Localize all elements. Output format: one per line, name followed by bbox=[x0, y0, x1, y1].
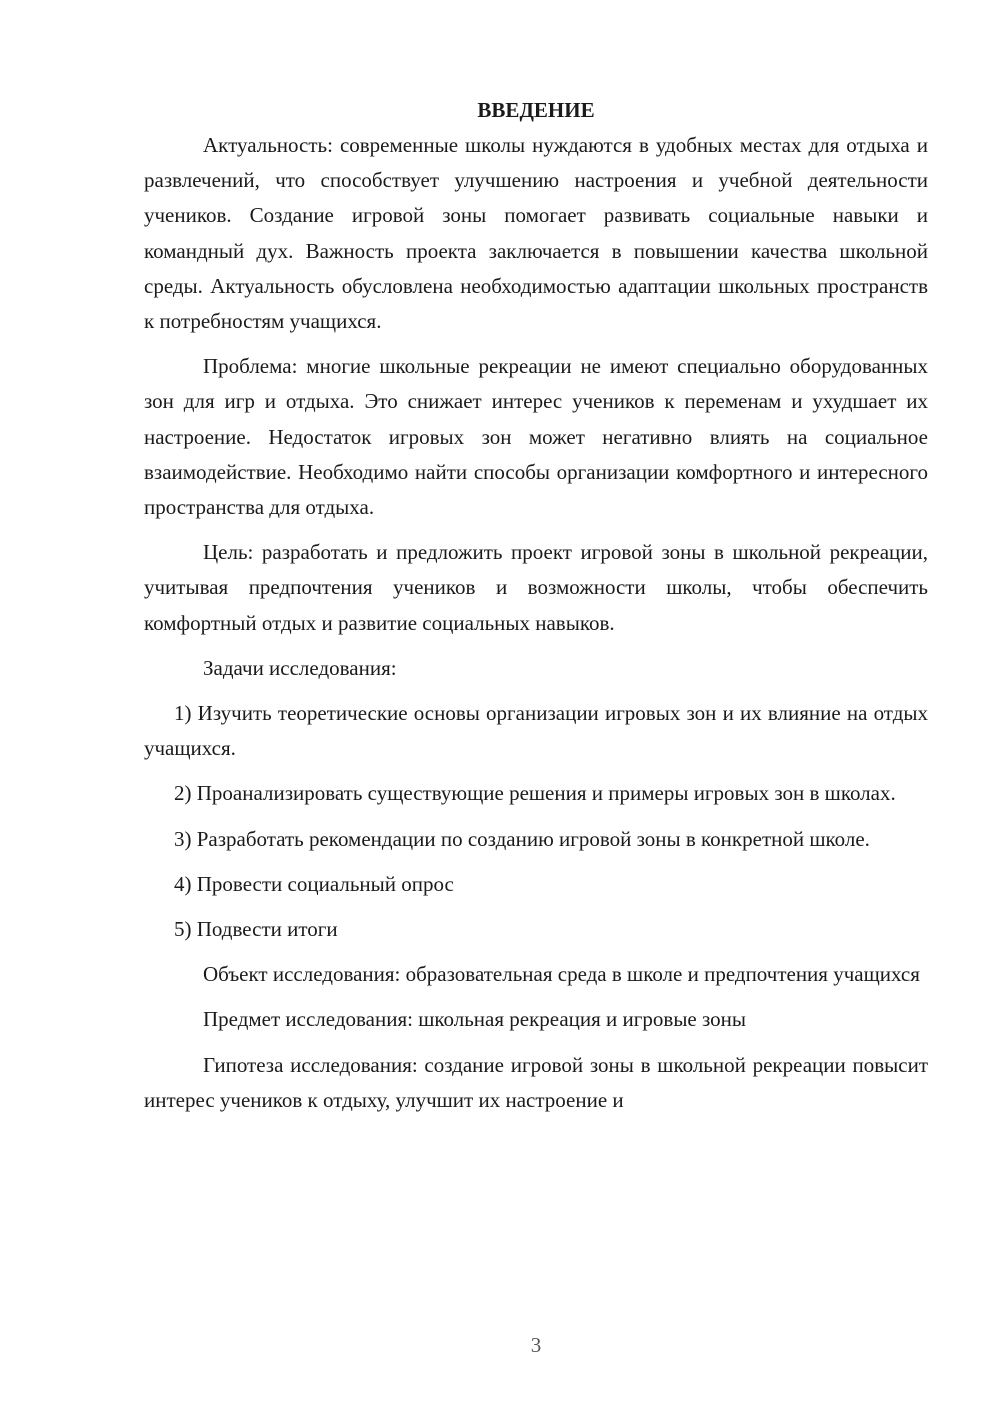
task-item-2: 2) Проанализировать существующие решения и примеры игровых зон в школах. bbox=[174, 781, 896, 806]
goal-paragraph: Цель: разработать и предложить проект игровой зоны в школьной рекреации, учитывая предпочтения учеников и возможности школы, чтобы обеспечить комфортный отдых и развитие социальных навыков. bbox=[144, 540, 928, 635]
tasks-heading: Задачи исследования: bbox=[203, 655, 397, 680]
page-number: 3 bbox=[530, 1333, 542, 1357]
task-item-1: 1) Изучить теоретические основы организации игровых зон и их влияние на отдых учащихся. bbox=[144, 701, 928, 761]
relevance-paragraph: Актуальность: современные школы нуждаются в удобных местах для отдыха и развлечений, что способствует улучшению настроения и учебной деятельности учеников. Создание игровой зоны помогает развивать социальные навыки и командный дух. Важность проекта заключается в повышении качества школьной среды. Актуальность обусловлена необходимостью адаптации школьных пространств к потребностям учащихся. bbox=[144, 133, 928, 334]
problem-paragraph: Проблема: многие школьные рекреации не имеют специально оборудованных зон для игр и отдыха. Это снижает интерес учеников к переменам и ухудшает их настроение. Недостаток игровых зон может негативно влиять на социальное взаимодействие. Необходимо найти способы организации комфортного и интересного пространства для отдыха. bbox=[144, 354, 928, 520]
task-item-3: 3) Разработать рекомендации по созданию игровой зоны в конкретной школе. bbox=[174, 826, 870, 851]
object-paragraph: Объект исследования: образовательная среда в школе и предпочтения учащихся bbox=[203, 962, 920, 987]
document-page bbox=[144, 92, 928, 1128]
task-item-5: 5) Подвести итоги bbox=[174, 917, 338, 942]
section-title: ВВЕДЕНИЕ bbox=[477, 98, 595, 122]
task-item-4: 4) Провести социальный опрос bbox=[174, 871, 454, 896]
hypothesis-paragraph: Гипотеза исследования: создание игровой зоны в школьной рекреации повысит интерес учеников к отдыху, улучшит их настроение и bbox=[144, 1052, 928, 1112]
subject-paragraph: Предмет исследования: школьная рекреация и игровые зоны bbox=[203, 1007, 747, 1032]
